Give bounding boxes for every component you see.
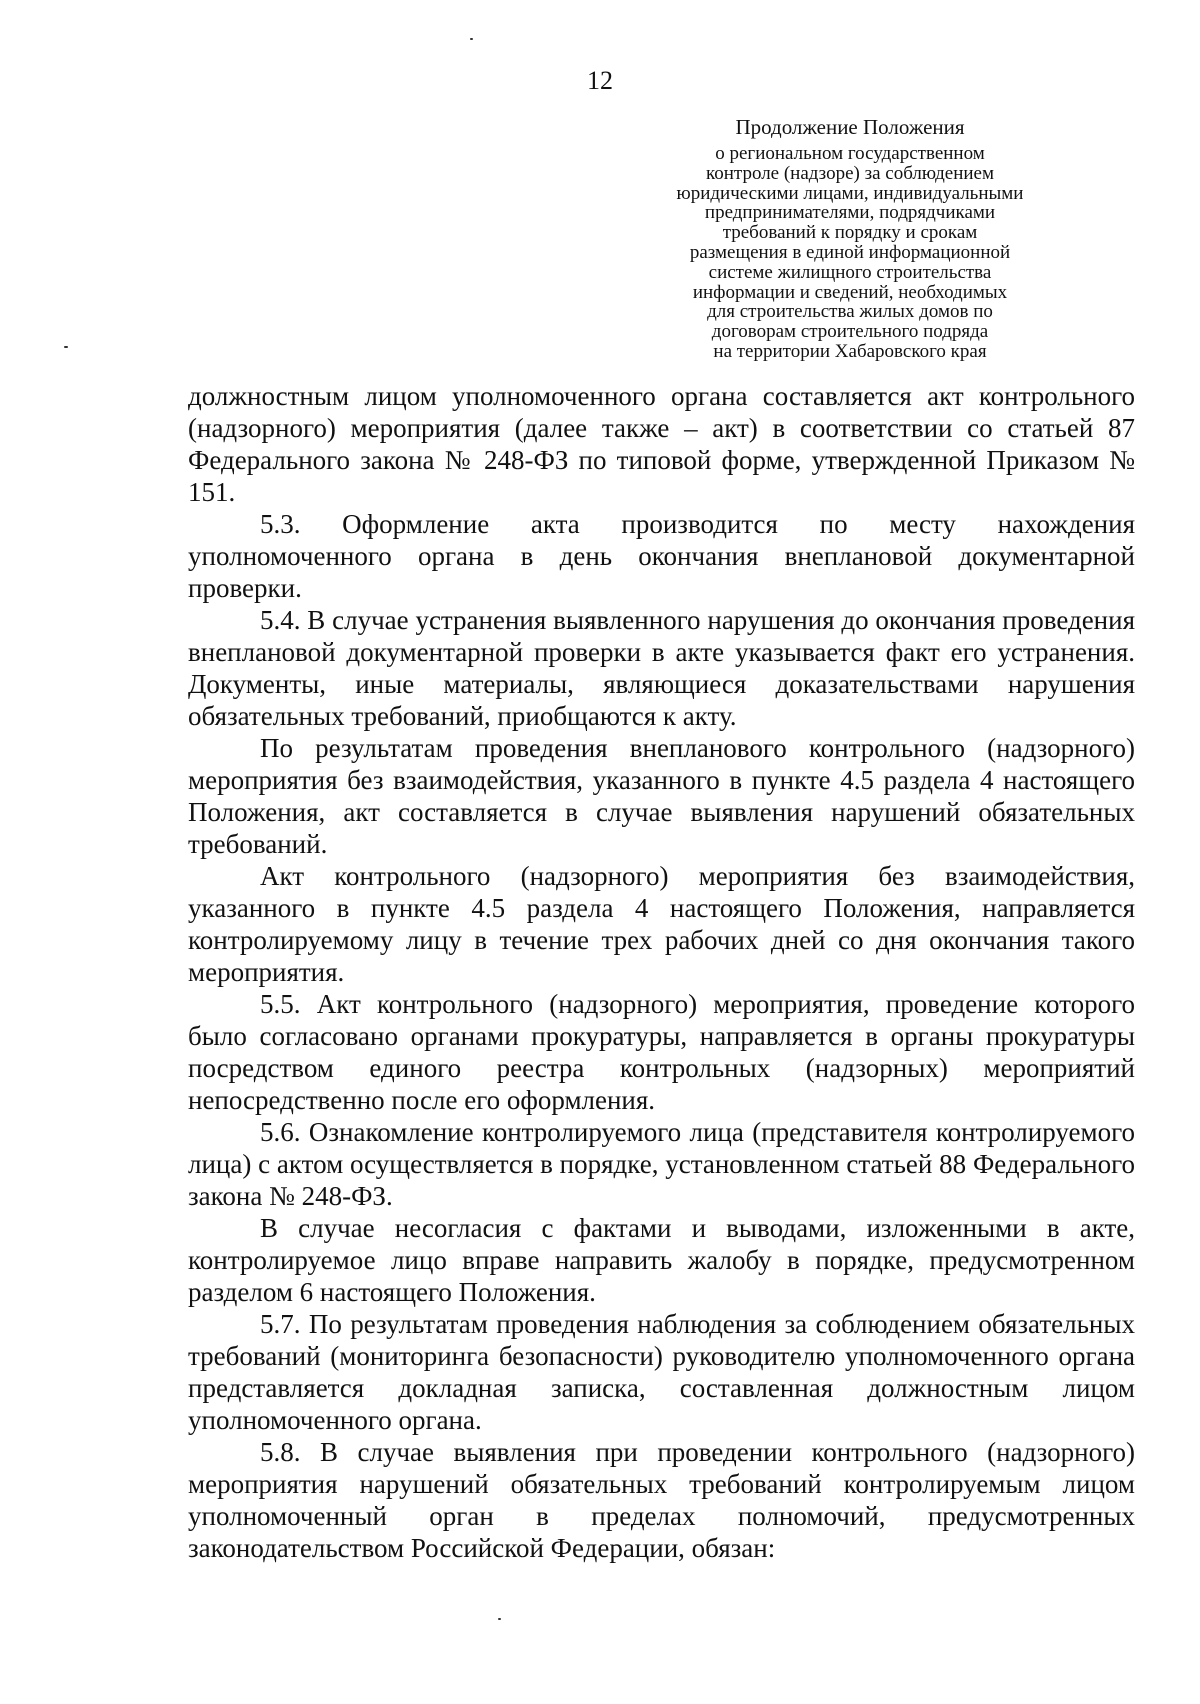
paragraph-5-4: 5.4. В случае устранения выявленного нарушения до окончания проведения внеплановой документарной проверки в акте указывается факт его устранения. Документы, иные материалы, являющиеся доказательствами нарушения обязательных требований, приобщаются к акту. [188, 605, 1135, 731]
scan-speck [498, 1618, 501, 1620]
document-body [188, 380, 1135, 1564]
scan-speck [64, 346, 68, 348]
page-number: 12 [587, 66, 613, 95]
paragraph-5-8: 5.8. В случае выявления при проведении контрольного (надзорного) мероприятия нарушений обязательных требований контролируемым лицом уполномоченный орган в пределах полномочий, предусмотренных законодательством Российской Федерации, обязан: [188, 1437, 1135, 1563]
paragraph-disagreement: В случае несогласия с фактами и выводами, изложенными в акте, контролируемое лицо вправе направить жалобу в порядке, предусмотренном разделом 6 настоящего Положения. [188, 1213, 1135, 1307]
paragraph-5-5: 5.5. Акт контрольного (надзорного) мероприятия, проведение которого было согласовано органами прокуратуры, направляется в органы прокуратуры посредством единого реестра контрольных (надзорных) мероприятий непосредственно после его оформления. [188, 989, 1135, 1115]
paragraph-5-7: 5.7. По результатам проведения наблюдения за соблюдением обязательных требований (мониторинга безопасности) руководителю уполномоченного органа представляется докладная записка, составленная должностным лицом уполномоченного органа. [188, 1309, 1135, 1435]
header-title: Продолжение Положения [735, 115, 965, 139]
scan-speck [470, 38, 473, 40]
header-subtitle: о региональном государственном контроле (надзоре) за соблюдением юридическими лицами, индивидуальными предпринимателями, подрядчиками требований к порядку и срокам размещения в единой информационной системе жилищного строительства информации и сведений, необходимых для строительства жилых домов по договорам строительного подряда на территории Хабаровского края [676, 143, 1024, 362]
paragraph-results: По результатам проведения внепланового контрольного (надзорного) мероприятия без взаимодействия, указанного в пункте 4.5 раздела 4 настоящего Положения, акт составляется в случае выявления нарушений обязательных требований. [188, 733, 1135, 859]
paragraph-act-direction: Акт контрольного (надзорного) мероприятия без взаимодействия, указанного в пункте 4.5 раздела 4 настоящего Положения, направляется контролируемому лицу в течение трех рабочих дней со дня окончания такого мероприятия. [188, 861, 1135, 987]
paragraph-continuation: должностным лицом уполномоченного органа составляется акт контрольного (надзорного) мероприятия (далее также – акт) в соответствии со статьей 87 Федерального закона № 248-ФЗ по типовой форме, утвержденной Приказом № 151. [188, 381, 1135, 507]
paragraph-5-6: 5.6. Ознакомление контролируемого лица (представителя контролируемого лица) с актом осуществляется в порядке, установленном статьей 88 Федерального закона № 248-ФЗ. [188, 1117, 1135, 1211]
paragraph-5-3: 5.3. Оформление акта производится по месту нахождения уполномоченного органа в день окончания внеплановой документарной проверки. [188, 509, 1135, 603]
continuation-header [640, 114, 1060, 362]
